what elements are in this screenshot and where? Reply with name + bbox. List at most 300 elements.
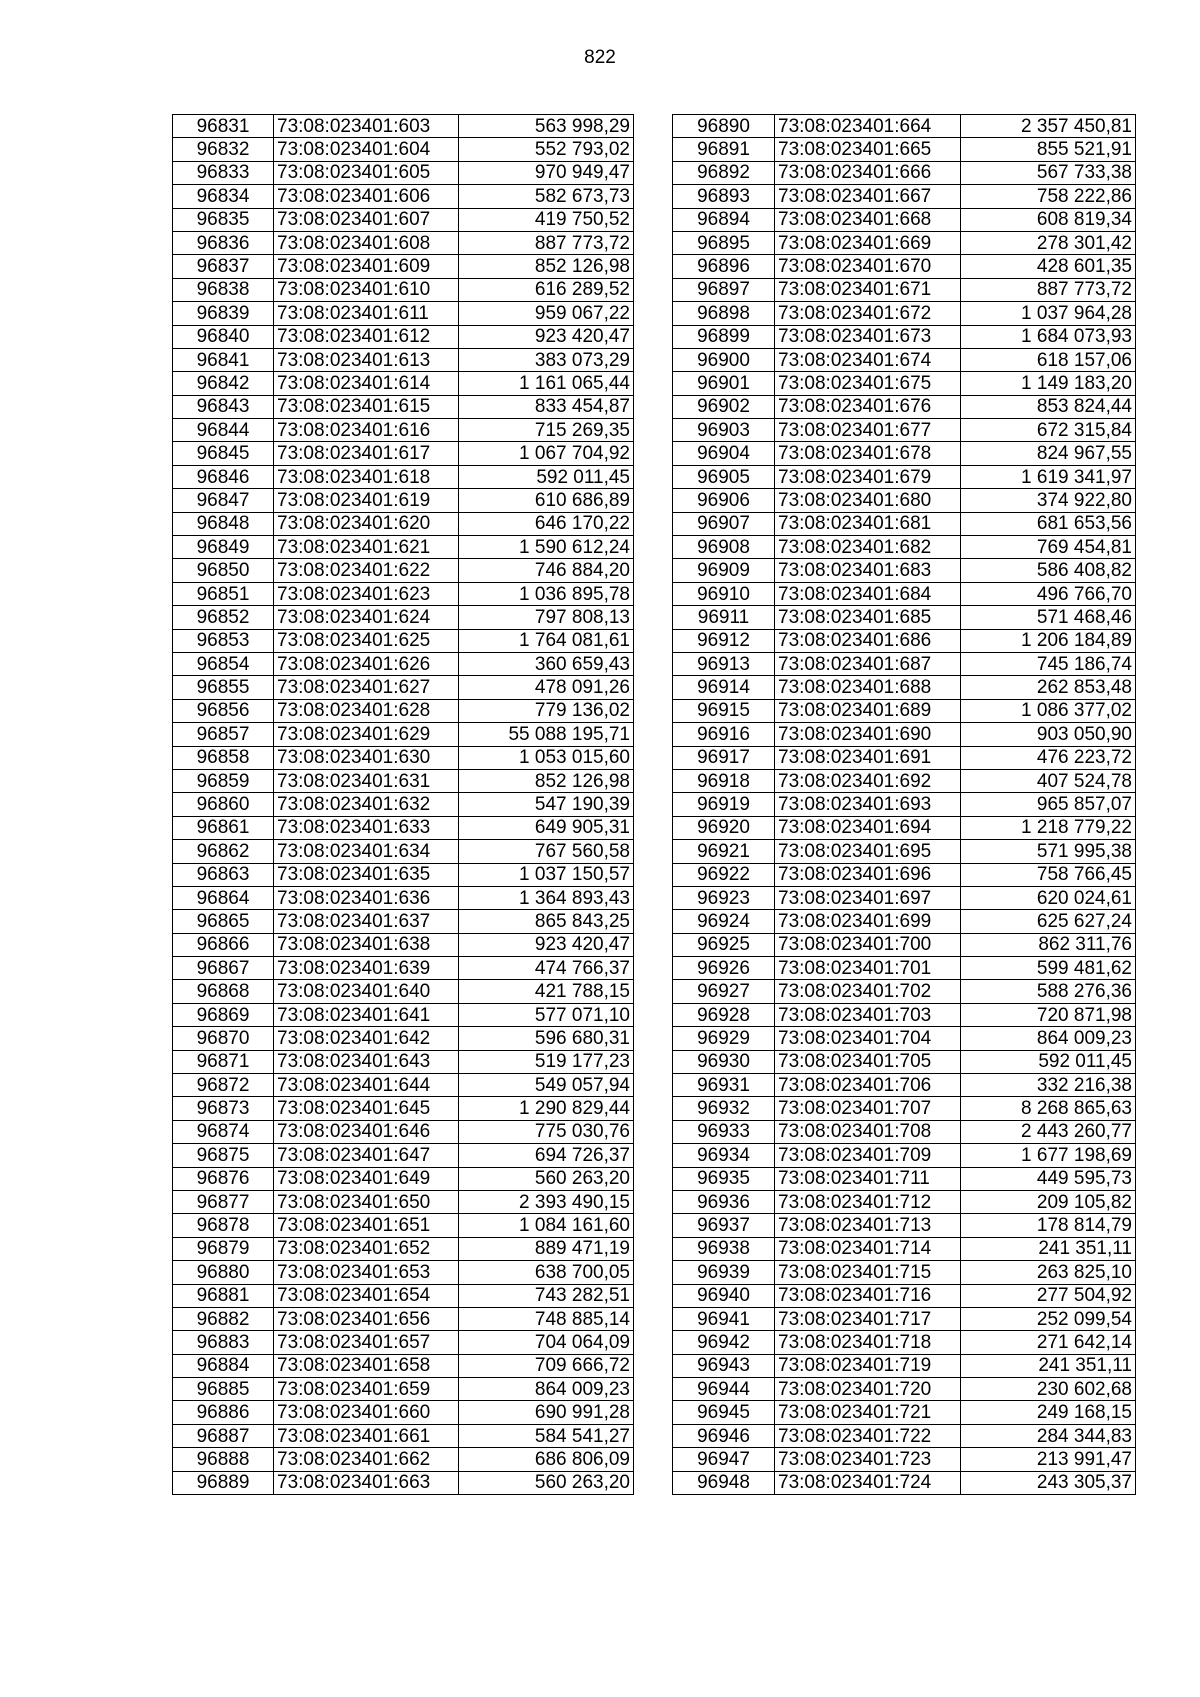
table-row — [173, 1050, 634, 1073]
cadastral-number-cell: 73:08:023401:708 — [775, 1120, 961, 1143]
cadastral-number-cell: 73:08:023401:693 — [775, 793, 961, 816]
record-number-cell: 96876 — [173, 1167, 274, 1190]
amount-cell: 686 806,09 — [459, 1448, 634, 1471]
amount-cell: 1 086 377,02 — [961, 699, 1136, 722]
cadastral-number-cell: 73:08:023401:687 — [775, 652, 961, 675]
cadastral-number-cell: 73:08:023401:694 — [775, 816, 961, 839]
amount-cell: 797 808,13 — [459, 606, 634, 629]
cadastral-number-cell: 73:08:023401:608 — [274, 231, 459, 254]
table-body — [673, 115, 1136, 1495]
table-row — [673, 1331, 1136, 1354]
record-number-cell: 96841 — [173, 348, 274, 371]
cadastral-number-cell: 73:08:023401:700 — [775, 933, 961, 956]
amount-cell: 704 064,09 — [459, 1331, 634, 1354]
amount-cell: 1 036 895,78 — [459, 582, 634, 605]
cadastral-number-cell: 73:08:023401:651 — [274, 1214, 459, 1237]
amount-cell: 923 420,47 — [459, 933, 634, 956]
table-row — [173, 1284, 634, 1307]
cadastral-number-cell: 73:08:023401:604 — [274, 138, 459, 161]
cadastral-number-cell: 73:08:023401:719 — [775, 1354, 961, 1377]
record-number-cell: 96907 — [673, 512, 775, 535]
cadastral-number-cell: 73:08:023401:703 — [775, 1003, 961, 1026]
cadastral-number-cell: 73:08:023401:614 — [274, 372, 459, 395]
cadastral-number-cell: 73:08:023401:626 — [274, 652, 459, 675]
amount-cell: 824 967,55 — [961, 442, 1136, 465]
table-row — [673, 816, 1136, 839]
table-row — [173, 582, 634, 605]
cadastral-number-cell: 73:08:023401:685 — [775, 606, 961, 629]
record-number-cell: 96917 — [673, 746, 775, 769]
cadastral-number-cell: 73:08:023401:682 — [775, 536, 961, 559]
amount-cell: 284 344,83 — [961, 1424, 1136, 1447]
cadastral-number-cell: 73:08:023401:666 — [775, 161, 961, 184]
record-number-cell: 96879 — [173, 1237, 274, 1260]
amount-cell: 241 351,11 — [961, 1237, 1136, 1260]
amount-cell: 709 666,72 — [459, 1354, 634, 1377]
amount-cell: 262 853,48 — [961, 676, 1136, 699]
record-number-cell: 96926 — [673, 957, 775, 980]
record-number-cell: 96937 — [673, 1214, 775, 1237]
amount-cell: 571 995,38 — [961, 840, 1136, 863]
table-row — [173, 1261, 634, 1284]
record-number-cell: 96941 — [673, 1307, 775, 1330]
table-row — [673, 980, 1136, 1003]
record-number-cell: 96855 — [173, 676, 274, 699]
table-row — [173, 980, 634, 1003]
record-number-cell: 96846 — [173, 465, 274, 488]
amount-cell: 903 050,90 — [961, 723, 1136, 746]
table-row — [173, 629, 634, 652]
amount-cell: 1 067 704,92 — [459, 442, 634, 465]
record-number-cell: 96864 — [173, 886, 274, 909]
table-row — [173, 1354, 634, 1377]
table-row — [673, 348, 1136, 371]
table-row — [173, 1027, 634, 1050]
cadastral-number-cell: 73:08:023401:718 — [775, 1331, 961, 1354]
table-row — [673, 1401, 1136, 1424]
record-number-cell: 96858 — [173, 746, 274, 769]
table-row — [673, 933, 1136, 956]
cadastral-number-cell: 73:08:023401:610 — [274, 278, 459, 301]
amount-cell: 970 949,47 — [459, 161, 634, 184]
cadastral-number-cell: 73:08:023401:628 — [274, 699, 459, 722]
record-number-cell: 96863 — [173, 863, 274, 886]
table-row — [673, 606, 1136, 629]
cadastral-number-cell: 73:08:023401:639 — [274, 957, 459, 980]
table-row — [173, 536, 634, 559]
amount-cell: 965 857,07 — [961, 793, 1136, 816]
cadastral-number-cell: 73:08:023401:721 — [775, 1401, 961, 1424]
record-number-cell: 96885 — [173, 1378, 274, 1401]
cadastral-number-cell: 73:08:023401:603 — [274, 115, 459, 138]
amount-cell: 767 560,58 — [459, 840, 634, 863]
record-number-cell: 96866 — [173, 933, 274, 956]
amount-cell: 618 157,06 — [961, 348, 1136, 371]
record-number-cell: 96890 — [673, 115, 775, 138]
table-row — [173, 302, 634, 325]
table-row — [173, 1190, 634, 1213]
record-number-cell: 96887 — [173, 1424, 274, 1447]
cadastral-number-cell: 73:08:023401:612 — [274, 325, 459, 348]
cadastral-number-cell: 73:08:023401:659 — [274, 1378, 459, 1401]
amount-cell: 889 471,19 — [459, 1237, 634, 1260]
record-number-cell: 96897 — [673, 278, 775, 301]
record-number-cell: 96854 — [173, 652, 274, 675]
record-number-cell: 96845 — [173, 442, 274, 465]
cadastral-number-cell: 73:08:023401:680 — [775, 489, 961, 512]
amount-cell: 1 364 893,43 — [459, 886, 634, 909]
record-number-cell: 96844 — [173, 419, 274, 442]
table-row — [673, 115, 1136, 138]
record-number-cell: 96930 — [673, 1050, 775, 1073]
table-row — [173, 1331, 634, 1354]
record-number-cell: 96935 — [673, 1167, 775, 1190]
record-number-cell: 96906 — [673, 489, 775, 512]
cadastral-number-cell: 73:08:023401:663 — [274, 1471, 459, 1494]
cadastral-number-cell: 73:08:023401:641 — [274, 1003, 459, 1026]
record-number-cell: 96893 — [673, 185, 775, 208]
cadastral-number-cell: 73:08:023401:724 — [775, 1471, 961, 1494]
amount-cell: 428 601,35 — [961, 255, 1136, 278]
cadastral-number-cell: 73:08:023401:652 — [274, 1237, 459, 1260]
amount-cell: 209 105,82 — [961, 1190, 1136, 1213]
table-row — [173, 1307, 634, 1330]
record-number-cell: 96934 — [673, 1144, 775, 1167]
cadastral-number-cell: 73:08:023401:690 — [775, 723, 961, 746]
registry-table-right — [672, 114, 1136, 1495]
record-number-cell: 96836 — [173, 231, 274, 254]
table-row — [673, 1448, 1136, 1471]
table-row — [673, 793, 1136, 816]
cadastral-number-cell: 73:08:023401:649 — [274, 1167, 459, 1190]
record-number-cell: 96838 — [173, 278, 274, 301]
table-row — [173, 1144, 634, 1167]
cadastral-number-cell: 73:08:023401:637 — [274, 910, 459, 933]
cadastral-number-cell: 73:08:023401:664 — [775, 115, 961, 138]
amount-cell: 833 454,87 — [459, 395, 634, 418]
record-number-cell: 96913 — [673, 652, 775, 675]
cadastral-number-cell: 73:08:023401:715 — [775, 1261, 961, 1284]
table-row — [173, 419, 634, 442]
table-row — [673, 1074, 1136, 1097]
amount-cell: 853 824,44 — [961, 395, 1136, 418]
cadastral-number-cell: 73:08:023401:706 — [775, 1074, 961, 1097]
amount-cell: 586 408,82 — [961, 559, 1136, 582]
amount-cell: 241 351,11 — [961, 1354, 1136, 1377]
cadastral-number-cell: 73:08:023401:684 — [775, 582, 961, 605]
amount-cell: 775 030,76 — [459, 1120, 634, 1143]
amount-cell: 474 766,37 — [459, 957, 634, 980]
page-number: 822 — [584, 47, 616, 68]
cadastral-number-cell: 73:08:023401:658 — [274, 1354, 459, 1377]
table-row — [673, 1237, 1136, 1260]
record-number-cell: 96831 — [173, 115, 274, 138]
record-number-cell: 96874 — [173, 1120, 274, 1143]
cadastral-number-cell: 73:08:023401:674 — [775, 348, 961, 371]
cadastral-number-cell: 73:08:023401:661 — [274, 1424, 459, 1447]
table-row — [673, 629, 1136, 652]
table-row — [173, 1448, 634, 1471]
amount-cell: 178 814,79 — [961, 1214, 1136, 1237]
table-row — [673, 1214, 1136, 1237]
record-number-cell: 96931 — [673, 1074, 775, 1097]
amount-cell: 243 305,37 — [961, 1471, 1136, 1494]
amount-cell: 588 276,36 — [961, 980, 1136, 1003]
table-row — [173, 1401, 634, 1424]
amount-cell: 1 084 161,60 — [459, 1214, 634, 1237]
record-number-cell: 96915 — [673, 699, 775, 722]
record-number-cell: 96894 — [673, 208, 775, 231]
record-number-cell: 96908 — [673, 536, 775, 559]
record-number-cell: 96938 — [673, 1237, 775, 1260]
table-row — [673, 699, 1136, 722]
amount-cell: 746 884,20 — [459, 559, 634, 582]
record-number-cell: 96889 — [173, 1471, 274, 1494]
record-number-cell: 96839 — [173, 302, 274, 325]
cadastral-number-cell: 73:08:023401:697 — [775, 886, 961, 909]
record-number-cell: 96862 — [173, 840, 274, 863]
cadastral-number-cell: 73:08:023401:676 — [775, 395, 961, 418]
table-row — [173, 793, 634, 816]
record-number-cell: 96895 — [673, 231, 775, 254]
amount-cell: 552 793,02 — [459, 138, 634, 161]
amount-cell: 1 764 081,61 — [459, 629, 634, 652]
table-row — [173, 231, 634, 254]
table-row — [673, 208, 1136, 231]
cadastral-number-cell: 73:08:023401:624 — [274, 606, 459, 629]
amount-cell: 616 289,52 — [459, 278, 634, 301]
amount-cell: 421 788,15 — [459, 980, 634, 1003]
record-number-cell: 96940 — [673, 1284, 775, 1307]
record-number-cell: 96886 — [173, 1401, 274, 1424]
amount-cell: 478 091,26 — [459, 676, 634, 699]
table-row — [173, 185, 634, 208]
record-number-cell: 96944 — [673, 1378, 775, 1401]
cadastral-number-cell: 73:08:023401:705 — [775, 1050, 961, 1073]
cadastral-number-cell: 73:08:023401:671 — [775, 278, 961, 301]
amount-cell: 449 595,73 — [961, 1167, 1136, 1190]
amount-cell: 855 521,91 — [961, 138, 1136, 161]
table-row — [173, 512, 634, 535]
cadastral-number-cell: 73:08:023401:672 — [775, 302, 961, 325]
amount-cell: 1 619 341,97 — [961, 465, 1136, 488]
table-row — [673, 512, 1136, 535]
amount-cell: 748 885,14 — [459, 1307, 634, 1330]
amount-cell: 563 998,29 — [459, 115, 634, 138]
table-row — [673, 536, 1136, 559]
table-row — [673, 840, 1136, 863]
record-number-cell: 96912 — [673, 629, 775, 652]
table-row — [673, 1027, 1136, 1050]
table-row — [673, 161, 1136, 184]
amount-cell: 690 991,28 — [459, 1401, 634, 1424]
amount-cell: 720 871,98 — [961, 1003, 1136, 1026]
table-row — [173, 442, 634, 465]
amount-cell: 1 677 198,69 — [961, 1144, 1136, 1167]
amount-cell: 758 766,45 — [961, 863, 1136, 886]
record-number-cell: 96948 — [673, 1471, 775, 1494]
amount-cell: 864 009,23 — [459, 1378, 634, 1401]
record-number-cell: 96833 — [173, 161, 274, 184]
record-number-cell: 96849 — [173, 536, 274, 559]
record-number-cell: 96870 — [173, 1027, 274, 1050]
cadastral-number-cell: 73:08:023401:720 — [775, 1378, 961, 1401]
amount-cell: 249 168,15 — [961, 1401, 1136, 1424]
record-number-cell: 96916 — [673, 723, 775, 746]
amount-cell: 476 223,72 — [961, 746, 1136, 769]
table-row — [673, 465, 1136, 488]
record-number-cell: 96861 — [173, 816, 274, 839]
record-number-cell: 96880 — [173, 1261, 274, 1284]
record-number-cell: 96873 — [173, 1097, 274, 1120]
amount-cell: 864 009,23 — [961, 1027, 1136, 1050]
cadastral-number-cell: 73:08:023401:654 — [274, 1284, 459, 1307]
cadastral-number-cell: 73:08:023401:638 — [274, 933, 459, 956]
table-row — [673, 1424, 1136, 1447]
table-row — [173, 933, 634, 956]
record-number-cell: 96860 — [173, 793, 274, 816]
table-row — [673, 1354, 1136, 1377]
amount-cell: 213 991,47 — [961, 1448, 1136, 1471]
amount-cell: 745 186,74 — [961, 652, 1136, 675]
table-row — [173, 395, 634, 418]
amount-cell: 625 627,24 — [961, 910, 1136, 933]
cadastral-number-cell: 73:08:023401:636 — [274, 886, 459, 909]
amount-cell: 419 750,52 — [459, 208, 634, 231]
record-number-cell: 96933 — [673, 1120, 775, 1143]
table-row — [173, 161, 634, 184]
table-row — [173, 652, 634, 675]
cadastral-number-cell: 73:08:023401:662 — [274, 1448, 459, 1471]
table-row — [173, 1471, 634, 1494]
record-number-cell: 96883 — [173, 1331, 274, 1354]
cadastral-number-cell: 73:08:023401:711 — [775, 1167, 961, 1190]
table-row — [173, 465, 634, 488]
table-row — [173, 863, 634, 886]
record-number-cell: 96902 — [673, 395, 775, 418]
record-number-cell: 96888 — [173, 1448, 274, 1471]
record-number-cell: 96877 — [173, 1190, 274, 1213]
cadastral-number-cell: 73:08:023401:691 — [775, 746, 961, 769]
record-number-cell: 96904 — [673, 442, 775, 465]
amount-cell: 230 602,68 — [961, 1378, 1136, 1401]
record-number-cell: 96867 — [173, 957, 274, 980]
record-number-cell: 96903 — [673, 419, 775, 442]
amount-cell: 560 263,20 — [459, 1167, 634, 1190]
record-number-cell: 96871 — [173, 1050, 274, 1073]
amount-cell: 1 206 184,89 — [961, 629, 1136, 652]
table-row — [173, 1120, 634, 1143]
table-row — [173, 769, 634, 792]
amount-cell: 887 773,72 — [459, 231, 634, 254]
amount-cell: 923 420,47 — [459, 325, 634, 348]
cadastral-number-cell: 73:08:023401:707 — [775, 1097, 961, 1120]
table-row — [673, 769, 1136, 792]
cadastral-number-cell: 73:08:023401:644 — [274, 1074, 459, 1097]
table-row — [173, 325, 634, 348]
record-number-cell: 96868 — [173, 980, 274, 1003]
table-row — [173, 1167, 634, 1190]
amount-cell: 2 443 260,77 — [961, 1120, 1136, 1143]
cadastral-number-cell: 73:08:023401:620 — [274, 512, 459, 535]
table-row — [673, 1003, 1136, 1026]
table-row — [673, 325, 1136, 348]
record-number-cell: 96882 — [173, 1307, 274, 1330]
amount-cell: 959 067,22 — [459, 302, 634, 325]
record-number-cell: 96932 — [673, 1097, 775, 1120]
table-row — [173, 559, 634, 582]
table-row — [673, 442, 1136, 465]
table-row — [673, 372, 1136, 395]
record-number-cell: 96943 — [673, 1354, 775, 1377]
record-number-cell: 96834 — [173, 185, 274, 208]
amount-cell: 407 524,78 — [961, 769, 1136, 792]
amount-cell: 599 481,62 — [961, 957, 1136, 980]
record-number-cell: 96898 — [673, 302, 775, 325]
record-number-cell: 96923 — [673, 886, 775, 909]
table-row — [173, 840, 634, 863]
cadastral-number-cell: 73:08:023401:696 — [775, 863, 961, 886]
cadastral-number-cell: 73:08:023401:701 — [775, 957, 961, 980]
table-row — [673, 723, 1136, 746]
cadastral-number-cell: 73:08:023401:673 — [775, 325, 961, 348]
table-row — [173, 886, 634, 909]
amount-cell: 2 393 490,15 — [459, 1190, 634, 1213]
table-row — [173, 816, 634, 839]
cadastral-number-cell: 73:08:023401:689 — [775, 699, 961, 722]
table-row — [673, 559, 1136, 582]
record-number-cell: 96872 — [173, 1074, 274, 1097]
record-number-cell: 96922 — [673, 863, 775, 886]
cadastral-number-cell: 73:08:023401:669 — [775, 231, 961, 254]
cadastral-number-cell: 73:08:023401:613 — [274, 348, 459, 371]
cadastral-number-cell: 73:08:023401:675 — [775, 372, 961, 395]
record-number-cell: 96925 — [673, 933, 775, 956]
amount-cell: 852 126,98 — [459, 769, 634, 792]
record-number-cell: 96840 — [173, 325, 274, 348]
amount-cell: 715 269,35 — [459, 419, 634, 442]
table-row — [673, 886, 1136, 909]
table-row — [173, 372, 634, 395]
record-number-cell: 96837 — [173, 255, 274, 278]
cadastral-number-cell: 73:08:023401:723 — [775, 1448, 961, 1471]
cadastral-number-cell: 73:08:023401:709 — [775, 1144, 961, 1167]
cadastral-number-cell: 73:08:023401:714 — [775, 1237, 961, 1260]
cadastral-number-cell: 73:08:023401:678 — [775, 442, 961, 465]
table-row — [673, 231, 1136, 254]
cadastral-number-cell: 73:08:023401:632 — [274, 793, 459, 816]
cadastral-number-cell: 73:08:023401:609 — [274, 255, 459, 278]
record-number-cell: 96946 — [673, 1424, 775, 1447]
cadastral-number-cell: 73:08:023401:716 — [775, 1284, 961, 1307]
cadastral-number-cell: 73:08:023401:627 — [274, 676, 459, 699]
record-number-cell: 96928 — [673, 1003, 775, 1026]
amount-cell: 1 684 073,93 — [961, 325, 1136, 348]
cadastral-number-cell: 73:08:023401:621 — [274, 536, 459, 559]
record-number-cell: 96869 — [173, 1003, 274, 1026]
table-row — [673, 863, 1136, 886]
registry-table-left — [172, 114, 634, 1495]
cadastral-number-cell: 73:08:023401:657 — [274, 1331, 459, 1354]
table-row — [173, 699, 634, 722]
record-number-cell: 96856 — [173, 699, 274, 722]
cadastral-number-cell: 73:08:023401:681 — [775, 512, 961, 535]
amount-cell: 608 819,34 — [961, 208, 1136, 231]
table-row — [673, 395, 1136, 418]
table-row — [173, 723, 634, 746]
cadastral-number-cell: 73:08:023401:631 — [274, 769, 459, 792]
record-number-cell: 96884 — [173, 1354, 274, 1377]
